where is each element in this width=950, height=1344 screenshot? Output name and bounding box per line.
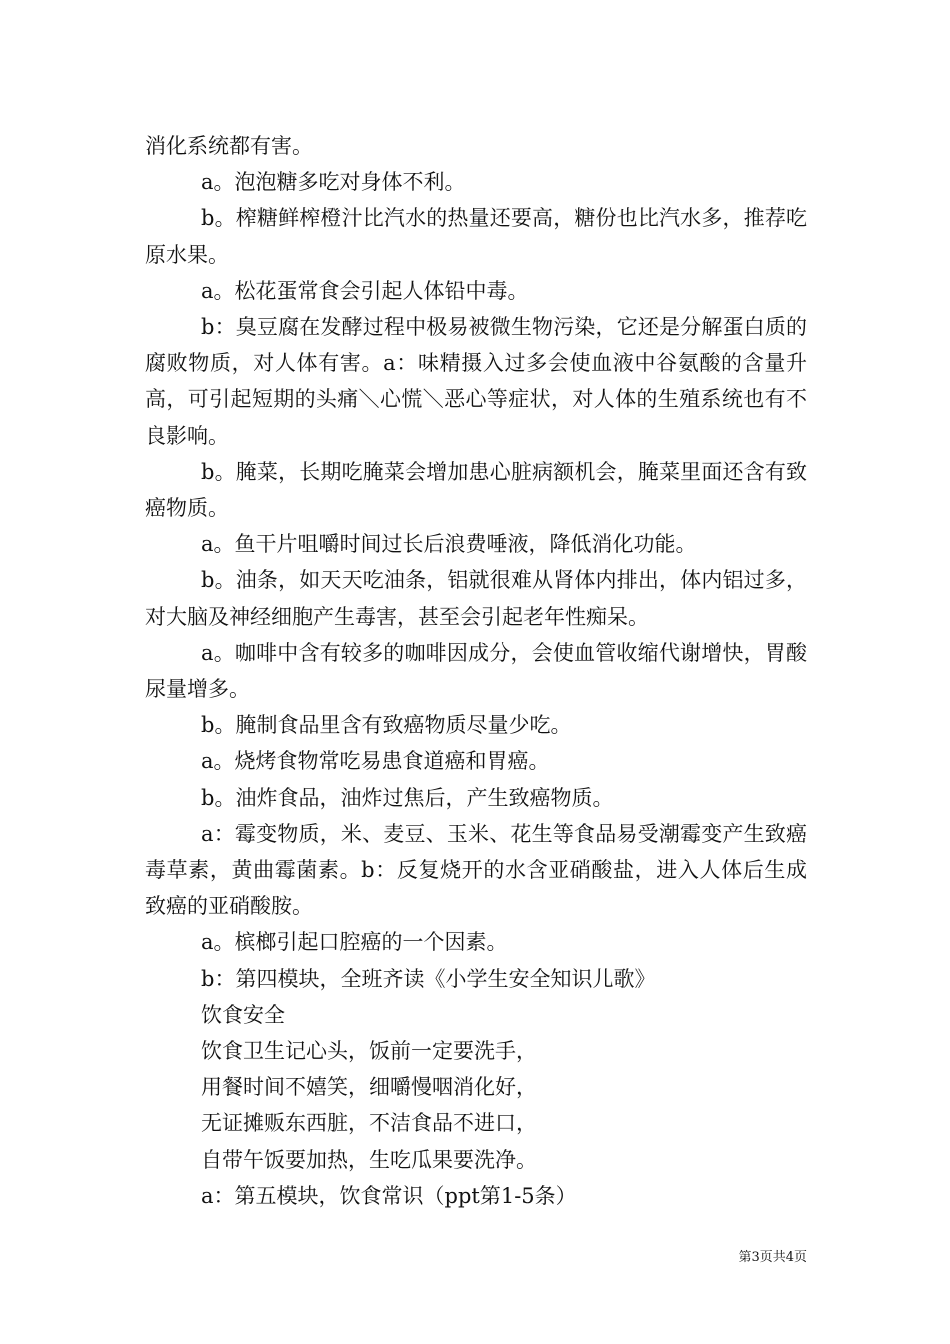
paragraph: b。腌制食品里含有致癌物质尽量少吃。 bbox=[201, 713, 572, 738]
poem-line: 用餐时间不嬉笑，细嚼慢咽消化好， bbox=[201, 1075, 537, 1100]
poem-line: 饮食卫生记心头，饭前一定要洗手， bbox=[201, 1039, 537, 1064]
poem-line: 无证摊贩东西脏，不洁食品不进口， bbox=[201, 1111, 537, 1136]
paragraph: b。油条，如天天吃油条，铝就很难从肾体内排出，体内铝过多，对大脑及神经细胞产生毒害，甚至会引起老年性痴呆。 bbox=[145, 568, 807, 629]
paragraph: a。泡泡糖多吃对身体不利。 bbox=[201, 170, 466, 195]
section-heading: 饮食安全 bbox=[201, 1002, 285, 1027]
paragraph: b：臭豆腐在发酵过程中极易被微生物污染，它还是分解蛋白质的腐败物质，对人体有害。a：味精摄入过多会使血液中谷氨酸的含量升高，可引起短期的头痛＼心慌＼恶心等症状，对人体的生殖系统也有不良影响。 bbox=[145, 315, 807, 448]
paragraph: 消化系统都有害。 bbox=[145, 134, 313, 158]
paragraph: a。鱼干片咀嚼时间过长后浪费唾液，降低消化功能。 bbox=[201, 532, 697, 557]
paragraph: b。油炸食品，油炸过焦后，产生致癌物质。 bbox=[201, 785, 614, 810]
paragraph: a。咖啡中含有较多的咖啡因成分，会使血管收缩代谢增快，胃酸尿量增多。 bbox=[145, 640, 807, 702]
paragraph: b。榨糖鲜榨橙汁比汽水的热量还要高，糖份也比汽水多，推荐吃原水果。 bbox=[145, 206, 807, 267]
paragraph: b：第四模块，全班齐读《小学生安全知识儿歌》 bbox=[201, 966, 656, 991]
paragraph: a：第五模块，饮食常识（ppt第1-5条） bbox=[201, 1183, 577, 1208]
paragraph: a：霉变物质，米、麦豆、玉米、花生等食品易受潮霉变产生致癌毒草素，黄曲霉菌素。b：反复烧开的水含亚硝酸盐，进入人体后生成致癌的亚硝酸胺。 bbox=[145, 821, 807, 919]
paragraph: a。烧烤食物常吃易患食道癌和胃癌。 bbox=[201, 749, 550, 774]
paragraph: a。槟榔引起口腔癌的一个因素。 bbox=[201, 930, 508, 955]
paragraph: b。腌菜，长期吃腌菜会增加患心脏病额机会，腌菜里面还含有致癌物质。 bbox=[145, 459, 807, 521]
poem-line: 自带午饭要加热，生吃瓜果要洗净。 bbox=[201, 1147, 537, 1172]
paragraph: a。松花蛋常食会引起人体铅中毒。 bbox=[201, 278, 529, 303]
document-body bbox=[145, 128, 807, 1214]
page-number-footer: 第3页共4页 bbox=[738, 1250, 807, 1265]
